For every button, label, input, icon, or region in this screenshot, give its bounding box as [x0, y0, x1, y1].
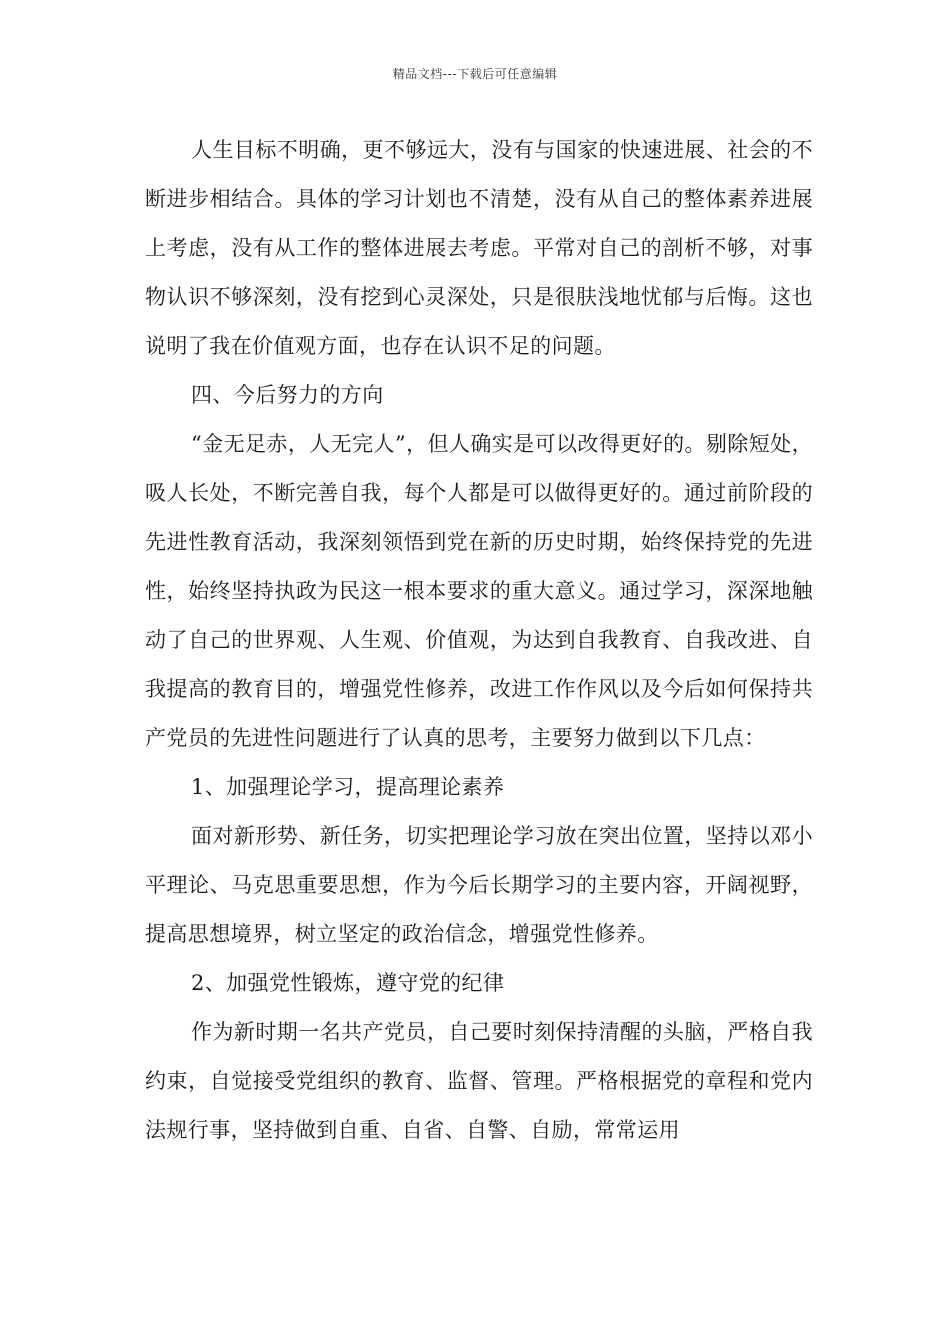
subheading-theory-study: 1、加强理论学习，提高理论素养 [191, 775, 505, 799]
paragraph-values-problem: 人生目标不明确，更不够远大，没有与国家的快速进展、社会的不断进步相结合。具体的学习计划也不清楚，没有从自己的整体素养进展上考虑，没有从工作的整体进展去考虑。平常对自己的剖析不够，对事物认识不够深刻，没有挖到心灵深处，只是很肤浅地忧郁与后悔。这也说明了我在价值观方面，也存在认识不足的问题。 [145, 138, 813, 358]
paragraph-party-discipline: 作为新时期一名共产党员，自己要时刻保持清醒的头脑，严格自我约束，自觉接受党组织的教育、监督、管理。严格根据党的章程和党内法规行事，坚持做到自重、自省、自警、自励，常常运用 [145, 1020, 813, 1142]
document-body [145, 126, 813, 1155]
section-heading-future-direction: 四、今后努力的方向 [191, 383, 384, 407]
subheading-party-discipline: 2、加强党性锻炼，遵守党的纪律 [191, 971, 505, 995]
page-header: 精品文档---下载后可任意编辑 [392, 67, 558, 81]
paragraph-theory-study: 面对新形势、新任务，切实把理论学习放在突出位置，坚持以邓小平理论、马克思重要思想，作为今后长期学习的主要内容，开阔视野，提高思想境界，树立坚定的政治信念，增强党性修养。 [145, 824, 813, 946]
paragraph-self-improvement: “金无足赤，人无完人”，但人确实是可以改得更好的。剔除短处，吸人长处，不断完善自我，每个人都是可以做得更好的。通过前阶段的先进性教育活动，我深刻领悟到党在新的历史时期，始终保持党的先进性，始终坚持执政为民这一根本要求的重大意义。通过学习，深深地触动了自己的世界观、人生观、价值观，为达到自我教育、自我改进、自我提高的教育目的，增强党性修养，改进工作作风以及今后如何保持共产党员的先进性问题进行了认真的思考，主要努力做到以下几点： [145, 432, 813, 750]
